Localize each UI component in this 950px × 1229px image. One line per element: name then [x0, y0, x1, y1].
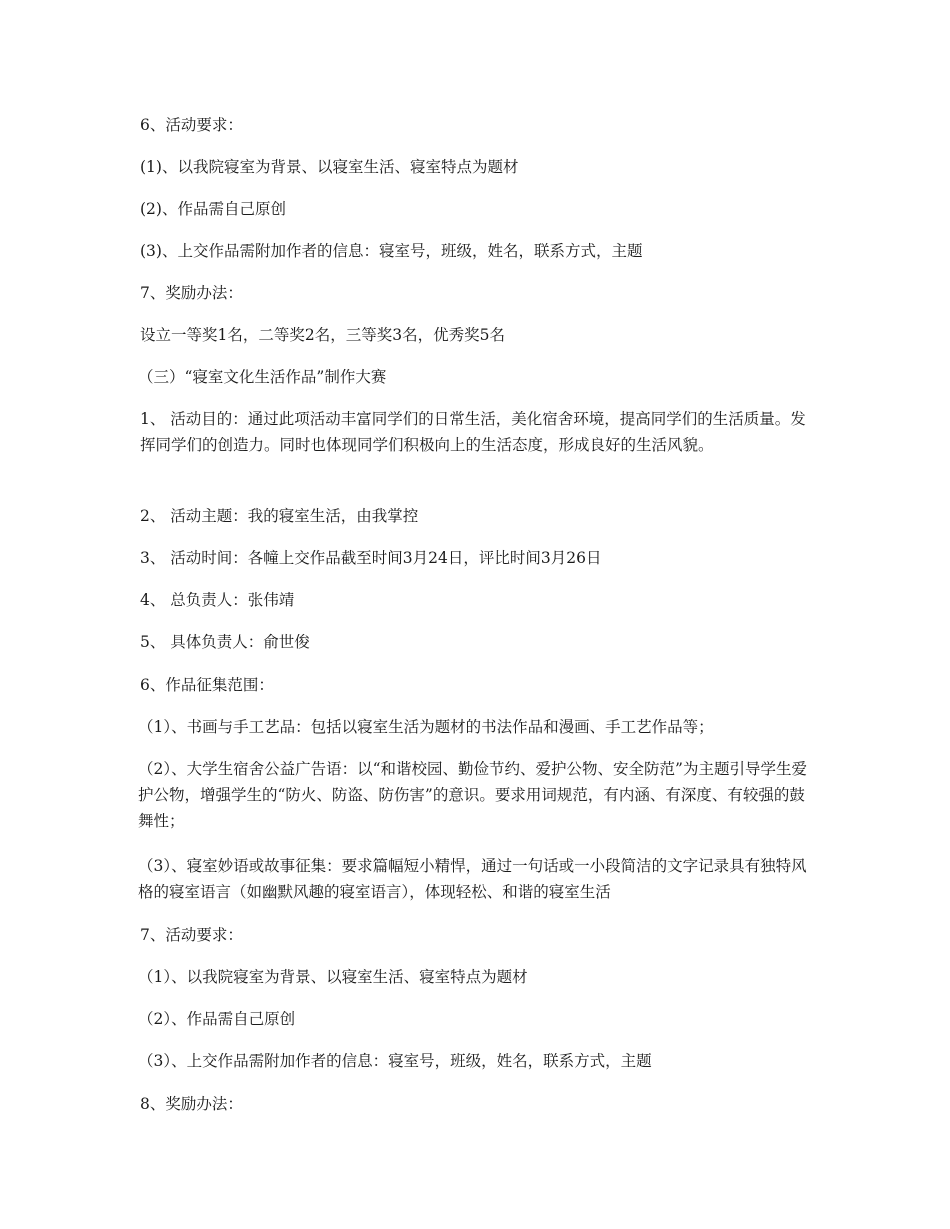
paragraph-activity-time: 3、 活动时间：各幢上交作品截至时间3月24日，评比时间3月26日: [140, 549, 602, 567]
paragraph-scope-1: （1）、书画与手工艺品：包括以寝室生活为题材的书法作品和漫画、手工艺作品等；: [138, 718, 714, 736]
paragraph-activity-theme: 2、 活动主题：我的寝室生活，由我掌控: [140, 507, 419, 525]
paragraph-general-manager: 4、 总负责人：张伟靖: [140, 591, 295, 609]
paragraph-activity-purpose: 1、 活动目的：通过此项活动丰富同学们的日常生活，美化宿舍环境，提高同学们的生活质量。发挥同学们的创造力。同时也体现同学们积极向上的生活态度，形成良好的生活风貌。: [140, 410, 806, 454]
paragraph-requirement-b2: （2）、作品需自己原创: [138, 1010, 296, 1028]
paragraph-requirement-2: (2)、作品需自己原创: [140, 200, 286, 218]
section-title-dorm-culture-contest: （三）“寝室文化生活作品”制作大赛: [138, 368, 387, 386]
paragraph-reward-heading: 7、奖励办法：: [140, 284, 243, 302]
paragraph-activity-requirements-heading: 6、活动要求：: [140, 116, 243, 134]
paragraph-activity-requirements-heading-2: 7、活动要求：: [140, 926, 243, 944]
paragraph-requirement-b3: （3）、上交作品需附加作者的信息：寝室号，班级，姓名，联系方式，主题: [138, 1052, 652, 1070]
paragraph-requirement-1: (1)、以我院寝室为背景、以寝室生活、寝室特点为题材: [140, 158, 519, 176]
paragraph-specific-manager: 5、 具体负责人：俞世俊: [140, 633, 310, 651]
paragraph-reward-details: 设立一等奖1名，二等奖2名，三等奖3名，优秀奖5名: [140, 326, 505, 344]
paragraph-scope-2: （2）、大学生宿舍公益广告语：以“和谐校园、勤俭节约、爱护公物、安全防范”为主题引导学生爱护公物，增强学生的“防火、防盗、防伤害”的意识。要求用词规范，有内涵、有深度、有较强的鼓舞性；: [138, 760, 807, 830]
paragraph-scope-3: （3）、寝室妙语或故事征集：要求篇幅短小精悍，通过一句话或一小段简洁的文字记录具有独特风格的寝室语言（如幽默风趣的寝室语言），体现轻松、和谐的寝室生活: [138, 857, 807, 901]
paragraph-requirement-b1: （1）、以我院寝室为背景、以寝室生活、寝室特点为题材: [138, 968, 528, 986]
paragraph-collection-scope-heading: 6、作品征集范围：: [140, 676, 274, 694]
paragraph-requirement-3: (3)、上交作品需附加作者的信息：寝室号，班级，姓名，联系方式，主题: [140, 242, 643, 260]
paragraph-reward-heading-2: 8、奖励办法：: [140, 1095, 243, 1113]
